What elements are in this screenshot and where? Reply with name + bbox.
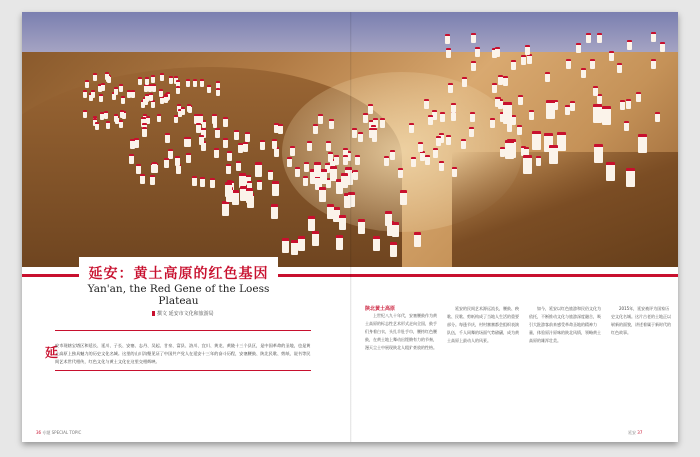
drummer: [529, 110, 534, 120]
drummer: [660, 42, 665, 52]
drummer: [518, 95, 523, 105]
drummer: [164, 158, 169, 168]
drummer: [160, 73, 164, 81]
drummer: [546, 100, 555, 119]
drummer: [495, 97, 500, 107]
drummer: [557, 132, 566, 151]
drummer: [503, 102, 512, 121]
page-gutter: [350, 12, 352, 442]
drummer: [212, 114, 217, 124]
drop-cap: 延: [45, 346, 59, 361]
drummer: [597, 33, 602, 43]
drummer: [594, 144, 603, 163]
drummer: [636, 92, 641, 102]
drummer: [626, 99, 631, 109]
drummer: [232, 190, 239, 205]
drummer: [295, 167, 300, 177]
drummer: [469, 127, 474, 137]
drummer: [207, 85, 211, 93]
drummer: [570, 101, 575, 111]
drummer: [505, 140, 514, 159]
drummer: [525, 45, 530, 55]
drummer: [106, 121, 110, 129]
drummer: [626, 168, 635, 187]
drummer: [152, 162, 157, 172]
drummer: [138, 77, 142, 85]
drummer: [411, 157, 416, 167]
text-column-1: [365, 312, 437, 424]
drummer: [148, 84, 152, 92]
drummer: [101, 83, 105, 91]
drummer: [597, 94, 602, 104]
drummer: [565, 105, 570, 115]
drummer: [186, 153, 191, 163]
drummer: [390, 242, 397, 257]
drummer: [495, 47, 500, 57]
column-text: 延安的民间艺术源远流长，腰鼓、秧歌、民歌、剪纸构成了当地人生活的重要部分。每逢节庆，村村寨寨都会组织表演队伍，千人同舞的场面气势磅礴，成为黄土高原上最动人的风景。: [447, 306, 519, 343]
column-text: 上世纪八九十年代，安塞腰鼓作为黄土高原的标志性艺术形式走向全国，鼓手们身着白衣，头扎羊肚手巾，腰挎红色腰鼓，在黄土地上舞动出铿锵有力的节奏，漫天尘土中展现陕北人粗犷豪放的性格。: [365, 313, 437, 350]
drummer: [142, 127, 147, 137]
drummer: [319, 187, 326, 202]
drummer: [149, 93, 153, 101]
drummer: [282, 238, 289, 253]
drummer: [545, 72, 550, 82]
drummer: [119, 84, 123, 92]
drummer: [119, 120, 123, 128]
drummer: [384, 156, 389, 166]
text-column-4: [611, 305, 671, 423]
drummer: [490, 118, 495, 128]
drummer: [307, 141, 312, 151]
drummer: [95, 122, 99, 130]
drummer: [243, 142, 248, 152]
drummer: [390, 150, 395, 160]
drummer: [651, 59, 656, 69]
drummer: [308, 216, 315, 231]
drummer: [114, 87, 118, 95]
drummer: [527, 54, 532, 64]
drummer: [536, 156, 541, 166]
drummer: [471, 61, 476, 71]
drummer: [105, 72, 109, 80]
drummer: [336, 235, 343, 250]
drummer: [169, 76, 173, 84]
magazine-spread: [22, 12, 678, 442]
byline-text: 撰文 延安市文化和旅游局: [157, 311, 214, 317]
drummer: [216, 88, 220, 96]
drummer: [409, 123, 414, 133]
drummer: [99, 94, 103, 102]
drummer: [593, 104, 602, 123]
drummer: [131, 90, 135, 98]
drummer: [549, 145, 558, 164]
drummer: [215, 128, 220, 138]
drummer: [343, 155, 348, 165]
lead-paragraph: 安市现辖宝塔区和延长、延川、子长、安塞、志丹、吴起、甘泉、富县、洛川、宜川、黄龙、黄陵十三个县区，是中国革命的圣地，也是黄土高原上独具魅力的历史文化名城。这里的山川沟壑见证了中国共产党人在延安十三年的奋斗历程，安塞腰鼓、陕北民歌、剪纸、说书等民间艺术世代相传，红色文化与黄土文化在这里交相辉映。: [55, 343, 311, 364]
lead-bottom-rule: [55, 370, 311, 371]
drummer: [272, 181, 279, 196]
drummer: [352, 128, 357, 138]
drummer: [532, 131, 541, 150]
drummer: [114, 114, 118, 122]
drummer: [358, 219, 365, 234]
drummer: [638, 134, 647, 153]
drummer: [260, 140, 265, 150]
drummer: [196, 123, 201, 133]
drummer: [157, 114, 161, 122]
drummer: [186, 137, 191, 147]
drummer: [200, 177, 205, 187]
drummer: [363, 113, 368, 123]
lead-top-rule: [55, 330, 311, 331]
drummer: [151, 100, 155, 108]
article-title-zh: 延安：黄土高原的红色基因: [88, 266, 269, 282]
drummer: [606, 162, 615, 181]
drummer: [268, 170, 273, 180]
drummer: [617, 63, 622, 73]
drummer: [151, 75, 155, 83]
drummer: [165, 133, 170, 143]
drummer: [210, 178, 215, 188]
drummer: [318, 114, 323, 124]
drummer: [85, 80, 89, 88]
drummer: [140, 174, 145, 184]
drummer: [192, 176, 197, 186]
drummer: [291, 240, 298, 255]
drummer: [234, 130, 239, 140]
drummer: [418, 142, 423, 152]
drummer: [452, 167, 457, 177]
drummer: [159, 89, 163, 97]
drummer: [385, 211, 392, 226]
drummer: [127, 90, 131, 98]
drummer: [448, 83, 453, 93]
drummer: [150, 175, 155, 185]
drummer: [446, 48, 451, 58]
drummer: [136, 164, 141, 174]
drummer: [129, 154, 134, 164]
drummer: [353, 170, 358, 180]
drummer: [93, 73, 97, 81]
drummer: [334, 155, 339, 165]
drummer: [368, 104, 373, 114]
drummer: [358, 132, 363, 142]
drummer: [181, 107, 185, 115]
drummer: [193, 79, 197, 87]
drummer: [83, 110, 87, 118]
drummer: [576, 43, 581, 53]
drummer: [255, 162, 262, 177]
drummer: [566, 59, 571, 69]
drummer: [503, 76, 508, 86]
drummer: [328, 152, 333, 162]
drummer: [624, 121, 629, 131]
drummer: [380, 118, 385, 128]
article-title-en: Yan'an, the Red Gene of the Loess Plateau: [87, 283, 270, 307]
drummer: [226, 164, 231, 174]
drummer: [257, 180, 262, 190]
drummer: [581, 68, 586, 78]
drummer: [602, 106, 611, 125]
drummer: [424, 99, 429, 109]
title-rule-left: [22, 274, 79, 277]
drummer: [392, 222, 399, 237]
drummer: [523, 155, 532, 174]
left-folio: [36, 430, 81, 436]
drummer: [312, 231, 319, 246]
drummer: [200, 79, 204, 87]
drummer: [187, 104, 191, 112]
drummer: [369, 128, 374, 138]
column-text: 2015年，延安被评为国家历史文化名城。这片古老的土地正以崭新的面貌，讲述着属于新时代的红色故事。: [611, 306, 671, 335]
drummer: [326, 141, 331, 151]
left-section-label: 专题 SPECIAL TOPIC: [42, 430, 82, 435]
drummer: [320, 169, 327, 184]
drummer: [174, 115, 178, 123]
drummer: [186, 79, 190, 87]
drummer: [593, 86, 598, 96]
drummer: [327, 204, 334, 219]
drummer: [176, 86, 180, 94]
drummer: [120, 110, 124, 118]
drummer: [355, 155, 360, 165]
drummer: [425, 155, 430, 165]
drummer: [83, 90, 87, 98]
title-block: [79, 257, 278, 309]
drummer: [199, 135, 204, 145]
drummer: [313, 124, 318, 134]
drummer: [329, 119, 334, 129]
drummer: [104, 111, 108, 119]
drummer: [433, 148, 438, 158]
text-column-2: [447, 305, 519, 423]
drummer: [511, 60, 516, 70]
right-folio: [628, 430, 642, 436]
drummer: [214, 148, 219, 158]
drummer: [238, 143, 243, 153]
drummer: [439, 161, 444, 171]
drummer: [225, 182, 232, 197]
drummer: [446, 135, 451, 145]
drummer: [223, 117, 228, 127]
drummer: [272, 139, 277, 149]
drummer: [339, 215, 346, 230]
drummer: [451, 103, 456, 113]
drummer: [440, 112, 445, 122]
drummer: [475, 47, 480, 57]
drummer: [314, 162, 321, 177]
drummer: [290, 146, 295, 156]
foreground-slope: [452, 152, 678, 267]
drummer: [521, 55, 526, 65]
drummer: [236, 161, 241, 171]
drummer: [278, 124, 283, 134]
drummer: [492, 83, 497, 93]
drummer: [91, 90, 95, 98]
drummer: [222, 201, 229, 216]
drummer: [164, 95, 168, 103]
drummer: [223, 138, 228, 148]
byline: [152, 310, 214, 317]
drummer: [462, 77, 467, 87]
drummer: [655, 112, 660, 122]
drummer: [414, 232, 421, 247]
pen-icon: [152, 311, 155, 316]
drummer: [298, 236, 305, 251]
drummer: [586, 33, 591, 43]
right-section-label: 延安: [628, 430, 636, 435]
drummer: [428, 115, 433, 125]
drummer: [152, 84, 156, 92]
drummer: [517, 125, 522, 135]
drummer: [145, 77, 149, 85]
text-column-3: [529, 305, 601, 423]
drummer: [175, 156, 180, 166]
drummer: [341, 173, 348, 188]
drummer: [245, 132, 250, 142]
section-heading: 陕北黄土高原: [365, 306, 396, 312]
right-page-number: 37: [637, 430, 643, 435]
drummer: [303, 176, 308, 186]
drummer: [471, 33, 476, 43]
drummer: [100, 112, 104, 120]
drummer: [246, 188, 253, 203]
drummer: [590, 59, 595, 69]
drummer: [271, 204, 278, 219]
drummer: [620, 100, 625, 110]
drummer: [461, 139, 466, 149]
title-rule-right: [278, 274, 678, 277]
drummer: [400, 190, 407, 205]
drummer: [304, 162, 309, 172]
drummer: [227, 151, 232, 161]
drummer: [398, 168, 403, 178]
drummer: [609, 51, 614, 61]
drummer: [651, 32, 656, 42]
drummer: [470, 112, 475, 122]
drummer: [287, 157, 292, 167]
left-page-number: 36: [36, 430, 42, 435]
drummer: [130, 139, 135, 149]
drummer: [627, 40, 632, 50]
drummer: [436, 136, 441, 146]
drummer: [146, 116, 150, 124]
drummer: [121, 96, 125, 104]
drummer: [373, 236, 380, 251]
column-text: 如今，延安以红色旅游和民俗文化为依托，不断推动文化与旅游深度融合，吸引大批游客前来感受革命圣地的精神力量，体验原汁原味的陕北风情，领略黄土高原的雄浑壮美。: [529, 306, 601, 343]
drummer: [445, 34, 450, 44]
